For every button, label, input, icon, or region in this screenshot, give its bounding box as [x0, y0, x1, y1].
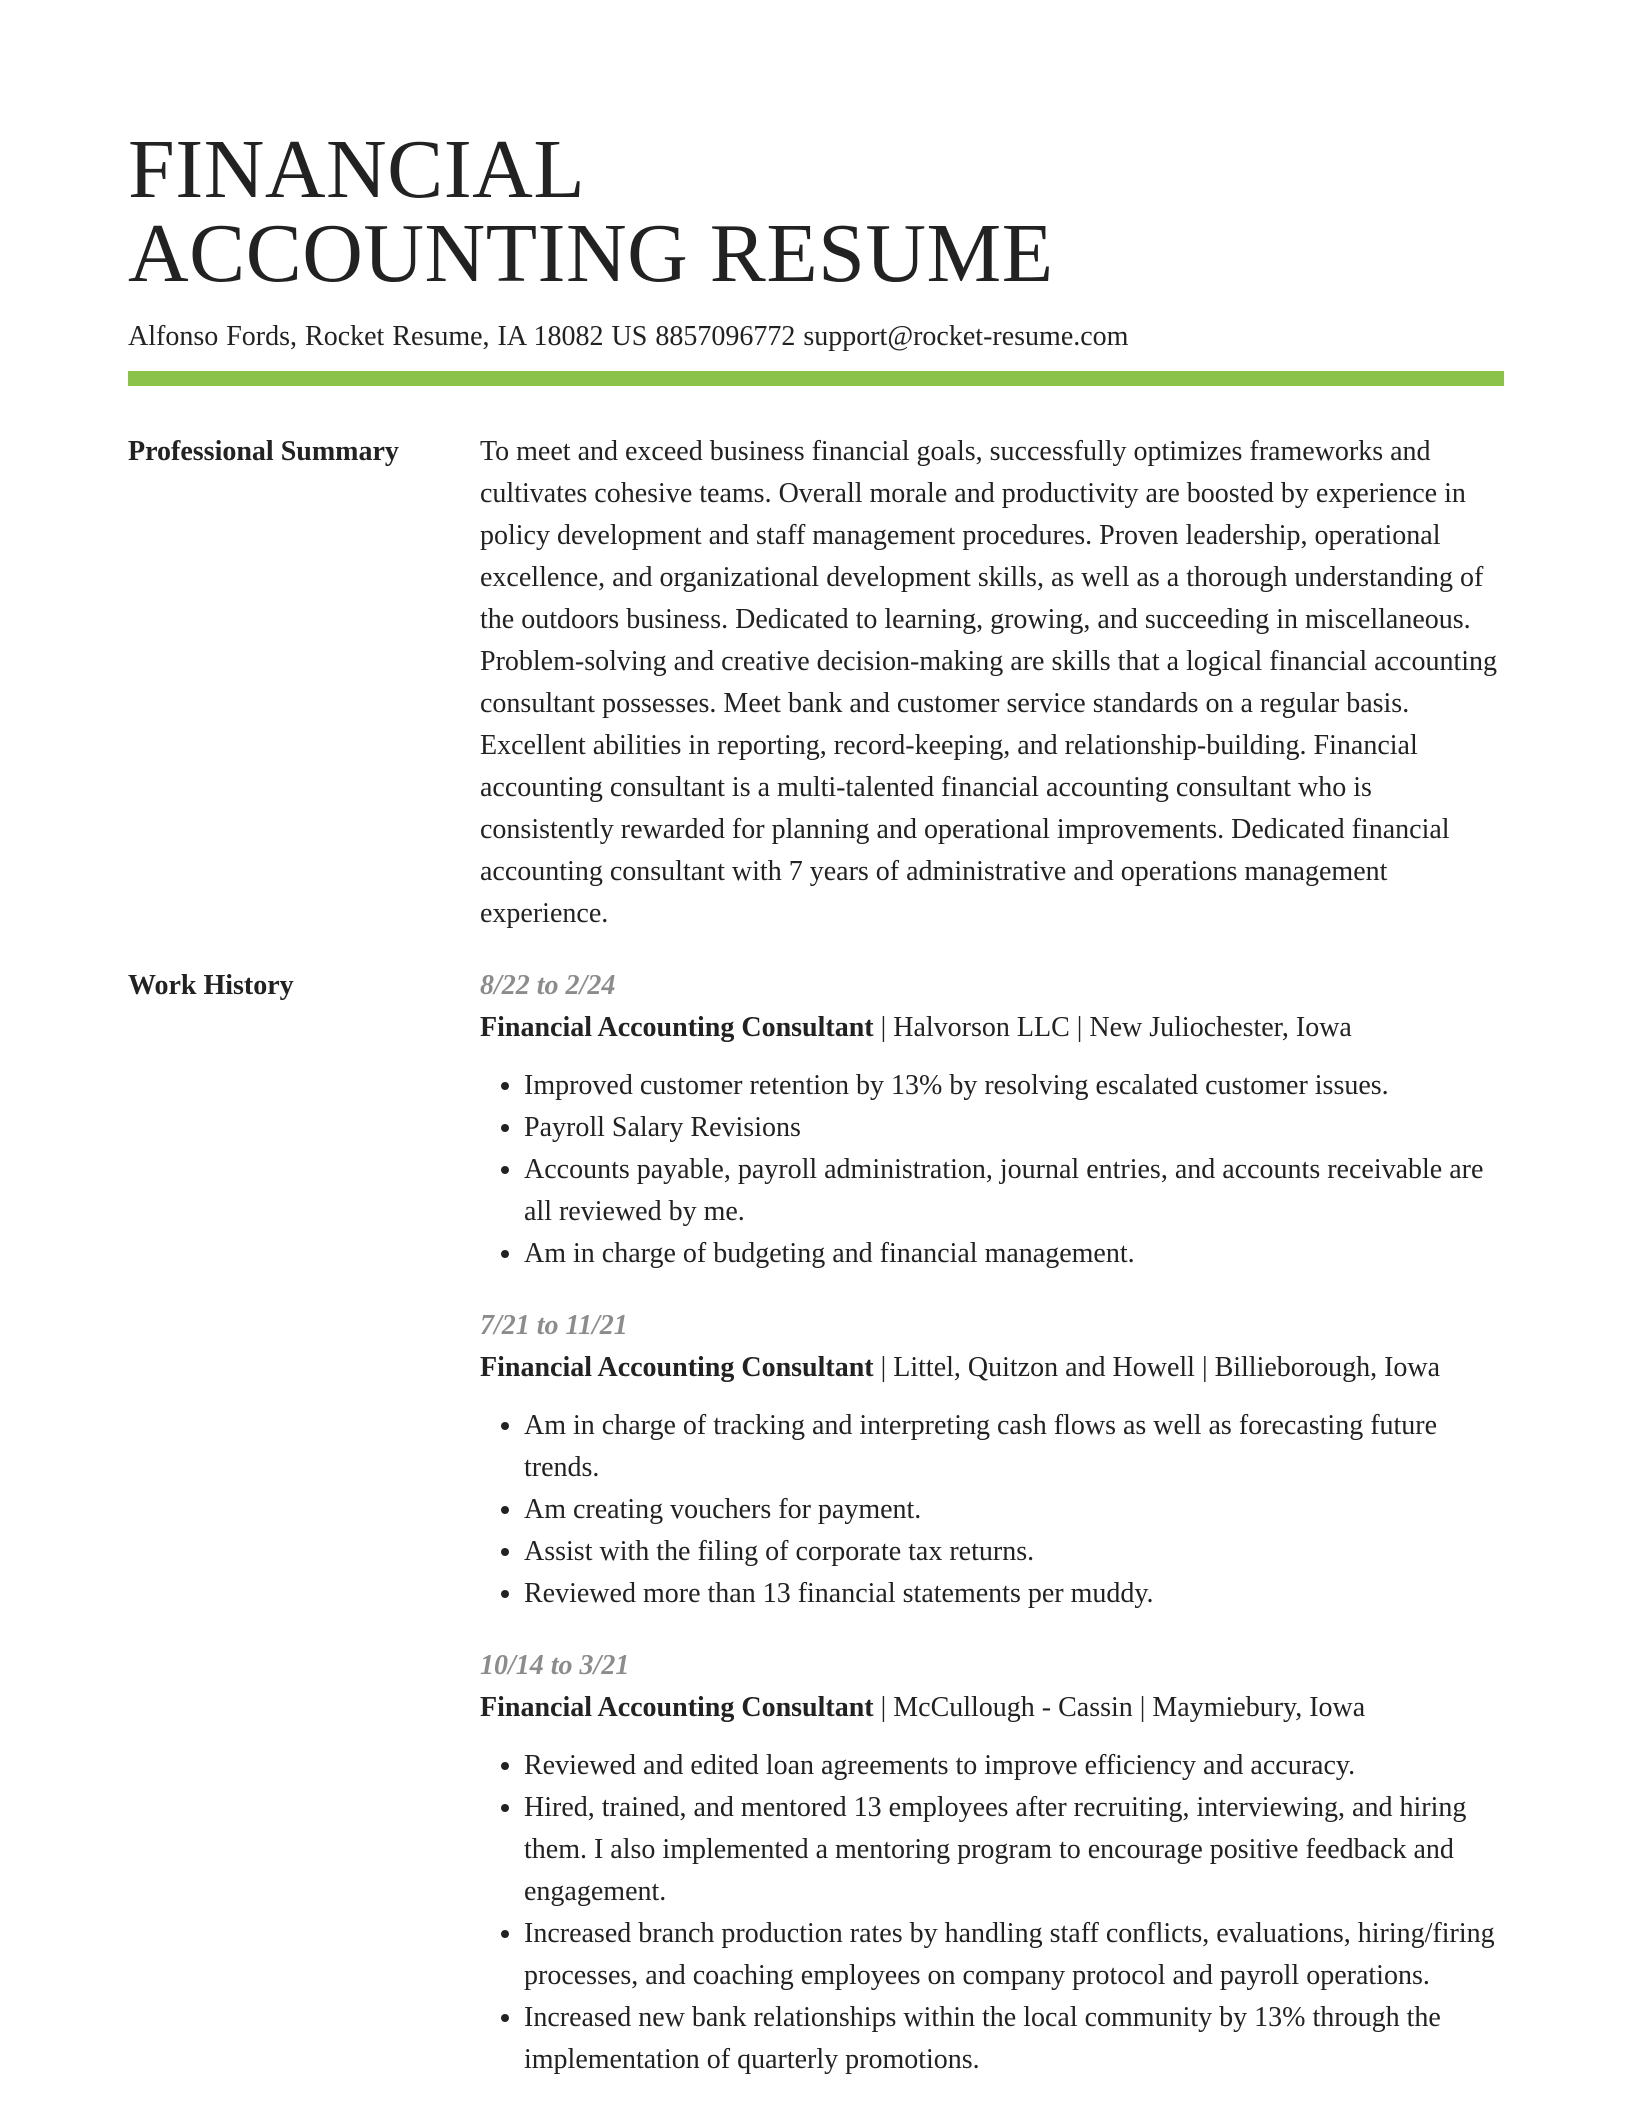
job-bullet: • Hired, trained, and mentored 13 employees after recruiting, interviewing, and hiring them. I also implemented a mentoring program to encourage positive feedback and engagement.	[524, 1787, 1504, 1913]
job-title: Financial Accounting Consultant	[480, 1352, 874, 1383]
job-bullet: • Am in charge of tracking and interpreting cash flows as well as forecasting future trends.	[524, 1405, 1504, 1489]
summary-body	[480, 431, 1504, 935]
job-title-line	[480, 1007, 1504, 1049]
title-line-2: ACCOUNTING RESUME	[128, 207, 1054, 300]
professional-summary-section	[128, 431, 1504, 935]
job-entry	[480, 1305, 1504, 1615]
job-bullet: • Am creating vouchers for payment.	[524, 1489, 1504, 1531]
job-entry	[480, 1645, 1504, 2081]
header-divider	[128, 371, 1504, 386]
job-title-line	[480, 1687, 1504, 1729]
job-bullet: • Increased new bank relationships within the local community by 13% through the implementation of quarterly promotions.	[524, 1997, 1504, 2081]
job-title: Financial Accounting Consultant	[480, 1692, 874, 1723]
job-bullet: • Increased branch production rates by handling staff conflicts, evaluations, hiring/firing processes, and coaching employees on company protocol and payroll operations.	[524, 1913, 1504, 1997]
job-bullet: • Payroll Salary Revisions	[524, 1107, 1504, 1149]
job-employer-location: | Littel, Quitzon and Howell | Billieborough, Iowa	[873, 1352, 1441, 1383]
job-title-line	[480, 1347, 1504, 1389]
job-bullet: • Assist with the filing of corporate tax returns.	[524, 1531, 1504, 1573]
contact-line: Alfonso Fords, Rocket Resume, IA 18082 US 8857096772 support@rocket-resume.com	[128, 321, 1129, 352]
job-bullet: • Am in charge of budgeting and financial management.	[524, 1233, 1504, 1275]
summary-text: To meet and exceed business financial goals, successfully optimizes frameworks and cultivates cohesive teams. Overall morale and productivity are boosted by experience in policy development and staff management procedures. Proven leadership, operational excellence, and organizational development skills, as well as a thorough understanding of the outdoors business. Dedicated to learning, growing, and succeeding in miscellaneous. Problem-solving and creative decision-making are skills that a logical financial accounting consultant possesses. Meet bank and customer service standards on a regular basis. Excellent abilities in reporting, record-keeping, and relationship-building. Financial accounting consultant is a multi-talented financial accounting consultant who is consistently rewarded for planning and operational improvements. Dedicated financial accounting consultant with 7 years of administrative and operations management experience.	[480, 436, 1498, 929]
job-bullet: • Reviewed more than 13 financial statements per muddy.	[524, 1573, 1504, 1615]
job-employer-location: | McCullough - Cassin | Maymiebury, Iowa	[873, 1692, 1366, 1723]
job-bullet-list	[480, 1745, 1504, 2081]
job-dates: 10/14 to 3/21	[480, 1650, 630, 1681]
job-employer-location: | Halvorson LLC | New Juliochester, Iowa	[873, 1012, 1352, 1043]
work-body	[480, 965, 1504, 2111]
section-heading-summary: Professional Summary	[128, 436, 399, 467]
resume-title	[128, 123, 1504, 300]
job-title: Financial Accounting Consultant	[480, 1012, 874, 1043]
job-bullet: • Improved customer retention by 13% by resolving escalated customer issues.	[524, 1065, 1504, 1107]
job-bullet: • Reviewed and edited loan agreements to improve efficiency and accuracy.	[524, 1745, 1504, 1787]
job-entry	[480, 965, 1504, 1275]
section-heading-work: Work History	[128, 970, 294, 1001]
work-history-section	[128, 965, 1504, 2111]
job-bullet: • Accounts payable, payroll administration, journal entries, and accounts receivable are all reviewed by me.	[524, 1149, 1504, 1233]
job-bullet-list	[480, 1405, 1504, 1615]
job-dates: 8/22 to 2/24	[480, 970, 616, 1001]
resume-page	[128, 123, 1504, 2111]
job-bullet-list	[480, 1065, 1504, 1275]
job-dates: 7/21 to 11/21	[480, 1310, 628, 1341]
title-line-1: FINANCIAL	[128, 123, 586, 216]
